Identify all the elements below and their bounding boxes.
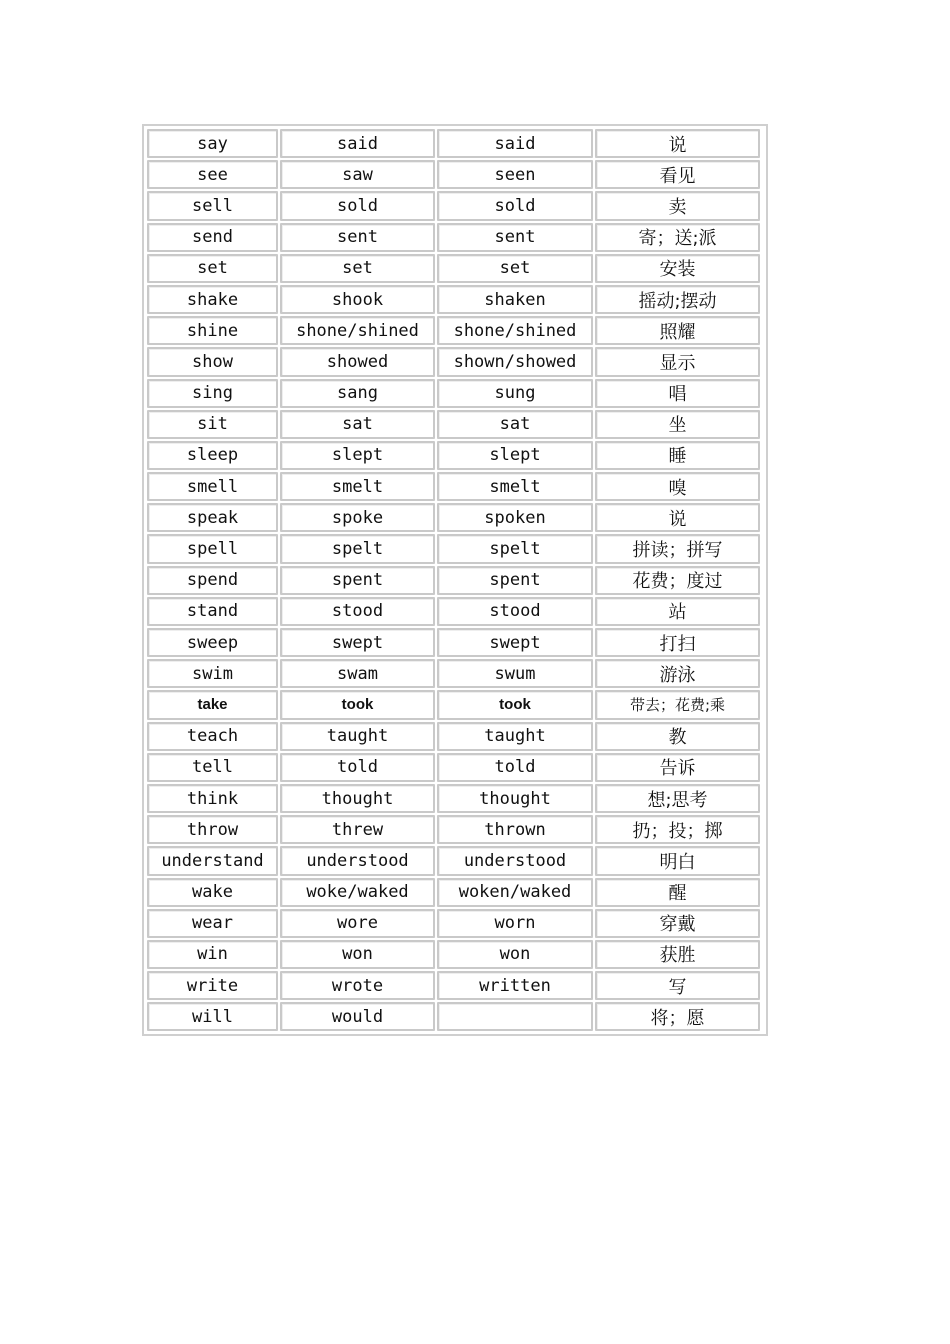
past-tense-cell: wore <box>280 909 435 938</box>
past-tense-cell: showed <box>280 347 435 376</box>
past-tense-cell: shone/shined <box>280 316 435 345</box>
table-row <box>147 658 764 689</box>
meaning-cell: 照耀 <box>595 316 760 345</box>
past-tense-cell: sold <box>280 191 435 220</box>
meaning-cell: 坐 <box>595 410 760 439</box>
past-participle-cell: sent <box>437 223 593 252</box>
past-participle-cell: seen <box>437 160 593 189</box>
past-tense-cell: smelt <box>280 472 435 501</box>
past-participle-cell: understood <box>437 846 593 875</box>
past-tense-cell: told <box>280 753 435 782</box>
table-row <box>147 721 764 752</box>
base-form-cell: stand <box>147 597 278 626</box>
meaning-cell: 获胜 <box>595 940 760 969</box>
past-tense-cell: slept <box>280 441 435 470</box>
base-form-cell: tell <box>147 753 278 782</box>
meaning-cell: 拼读；拼写 <box>595 534 760 563</box>
table-row <box>147 159 764 190</box>
past-participle-cell: worn <box>437 909 593 938</box>
table-row <box>147 409 764 440</box>
irregular-verb-table <box>142 124 768 1036</box>
meaning-cell: 卖 <box>595 191 760 220</box>
past-participle-cell: sat <box>437 410 593 439</box>
meaning-cell: 告诉 <box>595 753 760 782</box>
table-row <box>147 970 764 1001</box>
table-row <box>147 627 764 658</box>
meaning-cell: 唱 <box>595 379 760 408</box>
table-row <box>147 533 764 564</box>
meaning-cell: 穿戴 <box>595 909 760 938</box>
past-participle-cell: swept <box>437 628 593 657</box>
meaning-cell: 睡 <box>595 441 760 470</box>
past-participle-cell: written <box>437 971 593 1000</box>
past-tense-cell: stood <box>280 597 435 626</box>
meaning-cell: 明白 <box>595 846 760 875</box>
past-tense-cell: swam <box>280 659 435 688</box>
base-form-cell: take <box>147 690 278 719</box>
past-tense-cell: spent <box>280 566 435 595</box>
meaning-cell: 带去；花费;乘 <box>595 690 760 719</box>
table-row <box>147 284 764 315</box>
table-row <box>147 253 764 284</box>
base-form-cell: show <box>147 347 278 376</box>
table-row <box>147 877 764 908</box>
table-row <box>147 596 764 627</box>
meaning-cell: 站 <box>595 597 760 626</box>
meaning-cell: 说 <box>595 503 760 532</box>
past-tense-cell: taught <box>280 722 435 751</box>
past-tense-cell: shook <box>280 285 435 314</box>
meaning-cell: 教 <box>595 722 760 751</box>
past-participle-cell: swum <box>437 659 593 688</box>
base-form-cell: win <box>147 940 278 969</box>
past-tense-cell: swept <box>280 628 435 657</box>
table-row <box>147 1001 764 1032</box>
meaning-cell: 打扫 <box>595 628 760 657</box>
meaning-cell: 想;思考 <box>595 784 760 813</box>
base-form-cell: write <box>147 971 278 1000</box>
past-participle-cell: spelt <box>437 534 593 563</box>
past-participle-cell: spent <box>437 566 593 595</box>
base-form-cell: set <box>147 254 278 283</box>
table-row <box>147 315 764 346</box>
meaning-cell: 醒 <box>595 878 760 907</box>
table-row <box>147 783 764 814</box>
past-tense-cell: spelt <box>280 534 435 563</box>
meaning-cell: 花费；度过 <box>595 566 760 595</box>
past-participle-cell: thrown <box>437 815 593 844</box>
base-form-cell: see <box>147 160 278 189</box>
base-form-cell: wear <box>147 909 278 938</box>
table-row <box>147 814 764 845</box>
base-form-cell: sleep <box>147 441 278 470</box>
past-participle-cell: slept <box>437 441 593 470</box>
past-participle-cell: thought <box>437 784 593 813</box>
meaning-cell: 安装 <box>595 254 760 283</box>
past-participle-cell: woken/waked <box>437 878 593 907</box>
past-participle-cell: taught <box>437 722 593 751</box>
past-tense-cell: sang <box>280 379 435 408</box>
base-form-cell: speak <box>147 503 278 532</box>
past-participle-cell: shaken <box>437 285 593 314</box>
table-row <box>147 128 764 159</box>
meaning-cell: 寄；送;派 <box>595 223 760 252</box>
meaning-cell: 扔；投；掷 <box>595 815 760 844</box>
meaning-cell: 说 <box>595 129 760 158</box>
table-row <box>147 908 764 939</box>
base-form-cell: spell <box>147 534 278 563</box>
past-tense-cell: sent <box>280 223 435 252</box>
base-form-cell: throw <box>147 815 278 844</box>
meaning-cell: 看见 <box>595 160 760 189</box>
past-participle-cell: stood <box>437 597 593 626</box>
past-tense-cell: saw <box>280 160 435 189</box>
base-form-cell: understand <box>147 846 278 875</box>
past-tense-cell: spoke <box>280 503 435 532</box>
past-tense-cell: set <box>280 254 435 283</box>
past-participle-cell: took <box>437 690 593 719</box>
table-row <box>147 471 764 502</box>
base-form-cell: sing <box>147 379 278 408</box>
table-row <box>147 378 764 409</box>
past-participle-cell: sold <box>437 191 593 220</box>
base-form-cell: sweep <box>147 628 278 657</box>
meaning-cell: 嗅 <box>595 472 760 501</box>
table-row <box>147 845 764 876</box>
past-tense-cell: sat <box>280 410 435 439</box>
base-form-cell: smell <box>147 472 278 501</box>
base-form-cell: say <box>147 129 278 158</box>
table-row <box>147 689 764 720</box>
past-participle-cell: said <box>437 129 593 158</box>
table-row <box>147 565 764 596</box>
past-tense-cell: won <box>280 940 435 969</box>
meaning-cell: 写 <box>595 971 760 1000</box>
past-participle-cell: set <box>437 254 593 283</box>
base-form-cell: wake <box>147 878 278 907</box>
past-tense-cell: wrote <box>280 971 435 1000</box>
base-form-cell: think <box>147 784 278 813</box>
table-row <box>147 939 764 970</box>
table-row <box>147 222 764 253</box>
past-participle-cell: told <box>437 753 593 782</box>
past-tense-cell: took <box>280 690 435 719</box>
past-participle-cell: shown/showed <box>437 347 593 376</box>
table-row <box>147 346 764 377</box>
past-tense-cell: said <box>280 129 435 158</box>
table-row <box>147 440 764 471</box>
past-tense-cell: would <box>280 1002 435 1031</box>
table-row <box>147 502 764 533</box>
past-participle-cell: spoken <box>437 503 593 532</box>
meaning-cell: 将；愿 <box>595 1002 760 1031</box>
base-form-cell: sell <box>147 191 278 220</box>
meaning-cell: 摇动;摆动 <box>595 285 760 314</box>
past-tense-cell: threw <box>280 815 435 844</box>
past-participle-cell: sung <box>437 379 593 408</box>
past-tense-cell: thought <box>280 784 435 813</box>
past-participle-cell <box>437 1002 593 1031</box>
base-form-cell: shake <box>147 285 278 314</box>
base-form-cell: sit <box>147 410 278 439</box>
base-form-cell: will <box>147 1002 278 1031</box>
past-participle-cell: shone/shined <box>437 316 593 345</box>
base-form-cell: spend <box>147 566 278 595</box>
table-row <box>147 752 764 783</box>
table-row <box>147 190 764 221</box>
past-participle-cell: smelt <box>437 472 593 501</box>
meaning-cell: 游泳 <box>595 659 760 688</box>
past-participle-cell: won <box>437 940 593 969</box>
past-tense-cell: woke/waked <box>280 878 435 907</box>
base-form-cell: swim <box>147 659 278 688</box>
base-form-cell: shine <box>147 316 278 345</box>
meaning-cell: 显示 <box>595 347 760 376</box>
base-form-cell: teach <box>147 722 278 751</box>
past-tense-cell: understood <box>280 846 435 875</box>
base-form-cell: send <box>147 223 278 252</box>
